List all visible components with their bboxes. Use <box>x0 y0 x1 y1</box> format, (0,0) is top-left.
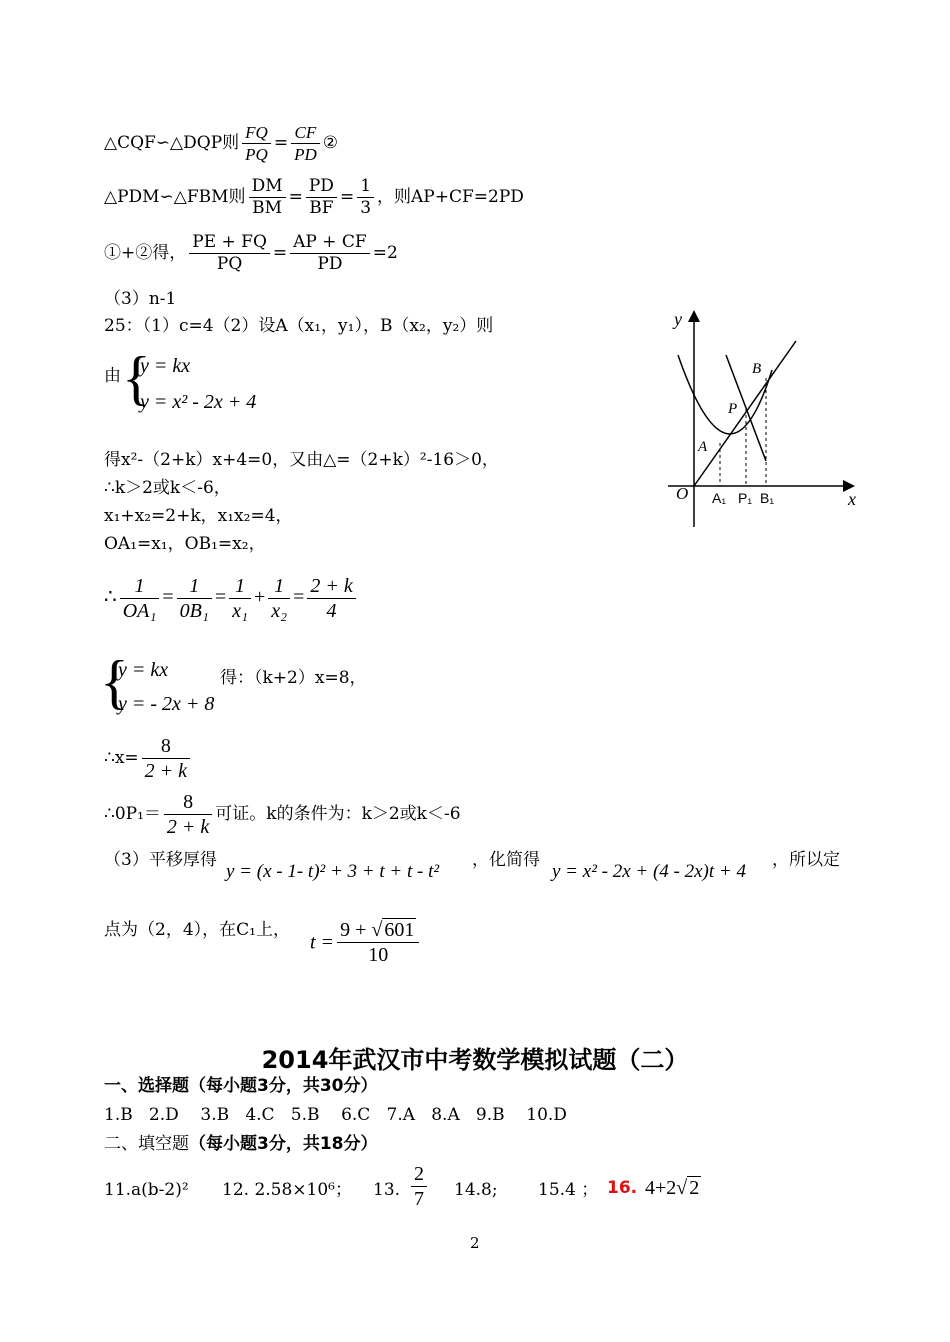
line-oa-ob: OA₁=x₁，OB₁=x₂， <box>104 534 266 554</box>
line-q25-intro: 25：（1）c=4（2）设A（x₁，y₁），B（x₂，y₂）则 <box>104 316 494 336</box>
fraction-ap-cf-pd: $\frac{AP + CF}{PD}$ <box>290 232 370 275</box>
fraction-one-third: $\frac{1}{3}$ <box>357 176 374 219</box>
translation-simplify-label: ，化简得 <box>472 850 540 870</box>
line-similar-pdm-fbm: △PDM∽△FBM则 $\frac{DM}{BM}$ = $\frac{PD}{BF}$ = $\frac{1}{3}$ ，则AP+CF=2PD <box>104 176 524 218</box>
fraction-pe-fq-pq: $\frac{PE + FQ}{PQ}$ <box>189 232 270 275</box>
system-2-eq-1: y = kx <box>118 659 169 681</box>
exam-title: 2014年武汉市中考数学模拟试题（二） <box>261 1046 689 1074</box>
fraction-2k-4: $\frac{2 + k}{4}$ <box>307 574 355 623</box>
fraction-t: $\frac{9 + √ 601}{10}$ <box>337 918 419 967</box>
point-b1-label: B₁ <box>760 490 775 506</box>
answer-13-fraction: $\frac{2}{7}$ <box>408 1162 430 1211</box>
line-op1-value: ∴0P₁＝ $\frac{8}{2 + k}$ 可证。k的条件为：k＞2或k＜-6 <box>104 791 461 838</box>
origin-label: O <box>676 484 689 503</box>
fraction-pd-bf: $\frac{PD}{BF}$ <box>306 176 337 219</box>
fraction-op1: $\frac{8}{2 + k}$ <box>164 790 212 839</box>
point-a1-label: A₁ <box>712 490 727 506</box>
fraction-cf-pd: $\frac{CF}{PD}$ <box>291 122 320 165</box>
translation-conclusion: ，所以定 <box>772 850 840 870</box>
page-number: 2 <box>470 1234 480 1252</box>
system-2-eq-2: y = - 2x + 8 <box>118 693 215 715</box>
line-translation: （3）平移厚得 <box>104 850 217 870</box>
point-p-label: P <box>728 401 738 417</box>
line-system-1-prefix: 由 <box>104 366 121 386</box>
answer-11: 11.a(b-2)² <box>104 1180 189 1200</box>
section-1-heading: 一、选择题（每小题3分，共30分） <box>104 1076 378 1096</box>
answer-16-label: 16. <box>607 1178 638 1198</box>
line-y-kx <box>694 341 796 486</box>
answer-15: 15.4 ； <box>538 1180 599 1200</box>
translation-formula-2: y = x² - 2x + (4 - 2x)t + 4 <box>552 861 746 882</box>
fraction-dm-bm: $\frac{DM}{BM}$ <box>249 176 286 219</box>
point-b-label: B <box>752 361 762 377</box>
point-a-label: A <box>698 439 708 455</box>
line-similar-cqf-dqp: △CQF∽△DQP则 $\frac{FQ}{PQ}$ = $\frac{CF}{PD}$ ② <box>104 123 338 164</box>
answer-16-value: 4+2√ 2 <box>645 1177 700 1199</box>
line-discriminant: 得x²-（2+k）x+4=0，又由△=（2+k）²-16＞0， <box>104 450 499 470</box>
line-x-value: ∴x= $\frac{8}{2 + k}$ <box>104 734 193 783</box>
brace-system-1: { <box>122 345 151 411</box>
section-2-heading: 二、填空题（每小题3分，共18分） <box>104 1134 378 1154</box>
point-p1-label: P₁ <box>738 490 753 506</box>
y-axis-label: y <box>674 309 682 329</box>
fraction-1-x2: $\frac{1}{\text{x₂}}$ <box>268 574 290 623</box>
answer-13-label: 13. <box>373 1180 401 1200</box>
x-axis-label: x <box>848 489 856 509</box>
line-sum-equations: ①+②得， $\frac{PE + FQ}{PQ}$ = $\frac{AP + CF}{PD}$ =2 <box>104 232 398 274</box>
system-2-result: 得：（k+2）x=8， <box>220 668 367 688</box>
fraction-1-ob1: $\frac{1}{\text{0B₁}}$ <box>177 574 212 623</box>
line-reciprocal-sum: ∴ $\frac{1}{\text{OA₁}}$ = $\frac{1}{\text{0B₁}}$ = $\frac{1}{\text{x₁}}$ + $\frac{1}{\text{x₂}}$ = $\frac{2 + k}{4}$ <box>104 574 359 623</box>
line-vieta: x₁+x₂=2+k，x₁x₂=4， <box>104 506 293 526</box>
fraction-8-2k: $\frac{8}{2 + k}$ <box>142 734 190 783</box>
answer-12: 12. 2.58×10⁶； <box>222 1180 352 1200</box>
line-part3-answer: （3）n-1 <box>104 289 177 309</box>
parabola-line-graph <box>660 305 865 530</box>
line-fixed-point: 点为（2，4），在C₁上， <box>104 920 290 940</box>
line-k-range: ∴k＞2或k＜-6， <box>104 478 231 498</box>
section-1-answers: 1.B 2.D 3.B 4.C 5.B 6.C 7.A 8.A 9.B 10.D <box>104 1105 567 1125</box>
answer-14: 14.8; <box>454 1180 498 1200</box>
fraction-fq-pq: $\frac{FQ}{PQ}$ <box>242 122 271 165</box>
translation-formula-1: y = (x - 1- t)² + 3 + t + t - t² <box>226 861 440 882</box>
fraction-1-oa1: $\frac{1}{\text{OA₁}}$ <box>120 574 160 623</box>
system-1-eq-1: y = kx <box>140 355 191 377</box>
line-t-value: t = $\frac{9 + √ 601}{10}$ <box>310 918 422 967</box>
fraction-1-x1: $\frac{1}{\text{x₁}}$ <box>229 574 251 623</box>
system-1-eq-2: y = x² - 2x + 4 <box>140 391 257 413</box>
brace-system-2: { <box>100 649 129 715</box>
